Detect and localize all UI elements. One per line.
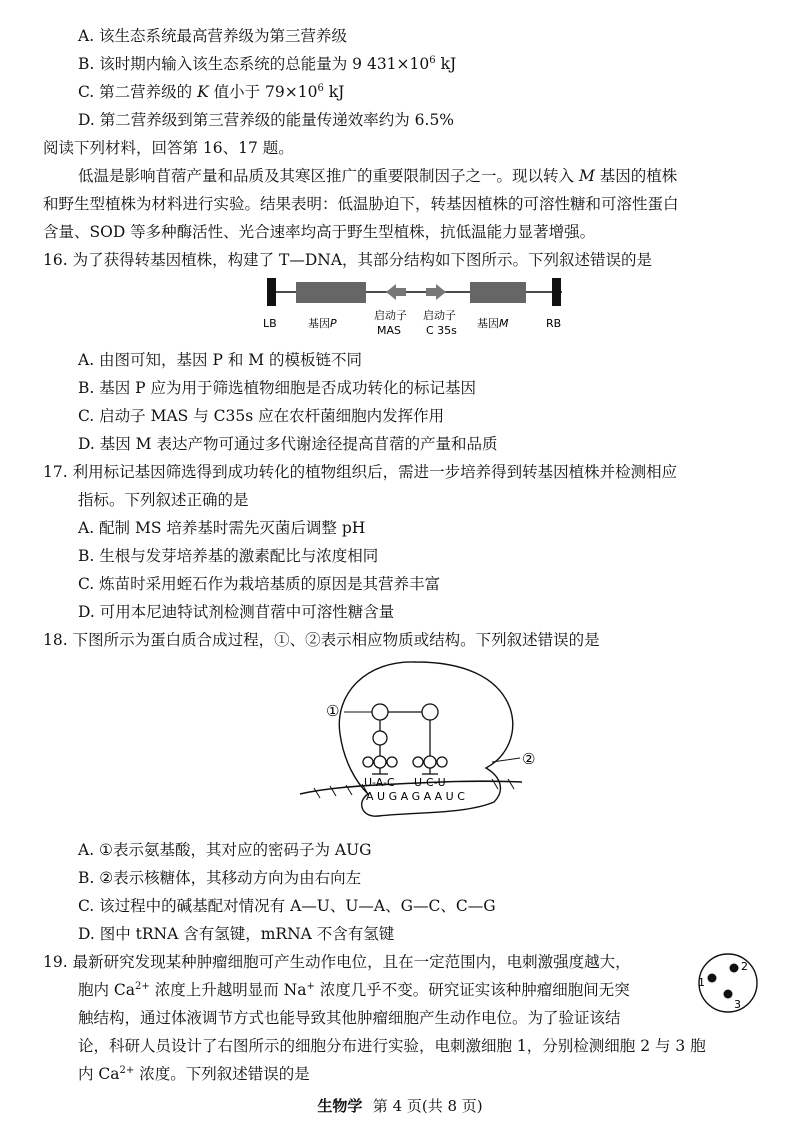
q19-line-2 [78,976,630,1004]
q18-stem: 18. 下图所示为蛋白质合成过程，①、②表示相应物质或结构。下列叙述错误的是 [43,631,600,649]
q19-line-2-end: 浓度几乎不变。研究证实该种肿瘤细胞间无突 [314,981,630,999]
gene-m-label-prefix: 基因 [477,317,499,330]
anticodon-1: U-A-C [364,776,395,789]
material-line-3: 含量、SOD 等多种酶活性、光合速率均高于野生型植株，抗低温能力显著增强。 [43,223,596,241]
q19-line-5-text: 内 Ca [78,1065,120,1083]
q17-stem-2: 指标。下列叙述正确的是 [78,491,249,509]
rb-border [552,278,561,306]
material-gene-m: M [578,167,595,185]
q18-option-c: C. 该过程中的碱基配对情况有 A—U、U—A、G—C、C—G [78,897,496,915]
q15-option-c [78,78,344,106]
q16-option-a: A. 由图可知，基因 P 和 M 的模板链不同 [78,351,363,369]
amino-acid-2 [373,731,387,745]
material-line-1-end: 基因的植株 [594,167,678,185]
trna-2 [413,720,447,774]
mas-label-2: MAS [377,324,401,337]
c35s-label-2: C 35s [426,324,457,337]
trna-1 [363,745,397,774]
cell-3-label: 3 [734,998,741,1011]
q18-option-a: A. ①表示氨基酸，其对应的密码子为 AUG [78,841,372,859]
q19-line-4: 论，科研人员设计了右图所示的细胞分布进行实验，电刺激细胞 1，分别检测细胞 2 与 3 胞 [78,1037,706,1055]
cell-2-label: 2 [741,960,748,973]
q16-option-d: D. 基因 M 表达产物可通过多代谢途径提高苜蓿的产量和品质 [78,435,498,453]
footer-page-number: 第 4 页(共 8 页) [372,1097,483,1115]
q15-option-b [78,50,456,78]
label-2: ② [522,750,536,768]
mas-label-1: 启动子 [374,309,407,322]
q15-option-c-k: K [197,83,209,101]
q15-option-b-sup: 6 [429,55,436,66]
q15-option-b-text: B. 该时期内输入该生态系统的总能量为 9 431×10 [78,55,430,73]
q16-option-c: C. 启动子 MAS 与 C35s 应在农杆菌细胞内发挥作用 [78,407,445,425]
page-footer [0,1092,800,1120]
q17-option-c: C. 炼苗时采用蛭石作为栽培基质的原因是其营养丰富 [78,575,441,593]
protein-synthesis-diagram [296,652,556,837]
q15-option-c-text: C. 第二营养级的 [78,83,198,101]
amino-acid-1 [372,704,388,720]
q17-stem-1: 17. 利用标记基因筛选得到成功转化的植物组织后，需进一步培养得到转基因植株并检测相应 [43,463,678,481]
promoter-mas-arrow [386,284,406,300]
q18-option-b: B. ②表示核糖体，其移动方向为由右向左 [78,869,362,887]
gene-m-box [470,282,526,303]
footer-subject: 生物学 [317,1097,363,1115]
q16-option-b: B. 基因 P 应为用于筛选植物细胞是否成功转化的标记基因 [78,379,477,397]
q15-option-d: D. 第二营养级到第三营养级的能量传递效率约为 6.5% [78,111,455,129]
cell-3 [724,990,733,999]
gene-p-label-prefix: 基因 [308,317,330,330]
cell-distribution-diagram [694,948,764,1018]
q19-na-sup: + [306,981,315,992]
q15-option-c-unit: kJ [323,83,345,101]
q15-option-a: A. 该生态系统最高营养级为第三营养级 [78,27,348,45]
cell-1 [708,974,717,983]
q19-ca-sup: 2+ [135,981,150,992]
q19-line-2-text: 胞内 Ca [78,981,136,999]
amino-acid-3 [422,704,438,720]
material-line-1-text: 低温是影响苜蓿产量和品质及其寒区推广的重要限制因子之一。现以转入 [78,167,579,185]
c35s-label-1: 启动子 [423,309,456,322]
q19-line-1: 19. 最新研究发现某种肿瘤细胞可产生动作电位，且在一定范围内，电刺激强度越大， [43,953,631,971]
material-line-2: 和野生型植株为材料进行实验。结果表明：低温胁迫下，转基因植株的可溶性糖和可溶性蛋白 [43,195,679,213]
t-dna-diagram [250,276,580,346]
material-line-1 [78,162,677,190]
rb-label: RB [546,317,562,330]
q19-line-2-mid: 浓度上升越明显而 Na [149,981,307,999]
q18-option-d: D. 图中 tRNA 含有氢键，mRNA 不含有氢键 [78,925,395,943]
q19-line-5 [78,1060,310,1088]
q19-line-5-end: 浓度。下列叙述错误的是 [134,1065,310,1083]
gene-p-label [308,316,337,330]
gene-p-box [296,282,366,303]
gene-m-label [477,316,509,330]
q19-line-5-sup: 2+ [119,1065,135,1076]
lb-border [267,278,276,306]
lb-label: LB [263,317,277,330]
q17-option-d: D. 可用本尼迪特试剂检测苜蓿中可溶性糖含量 [78,603,395,621]
anticodon-2: U-C-U [414,776,446,789]
q19-line-3: 触结构，通过体液调节方式也能导致其他肿瘤细胞产生动作电位。为了验证该结 [78,1009,621,1027]
q15-option-b-unit: kJ [435,55,457,73]
cell-2 [730,964,739,973]
culture-dish [699,954,757,1012]
q15-option-c-mid: 值小于 79×10 [208,83,318,101]
q17-option-a: A. 配制 MS 培养基时需先灭菌后调整 pH [78,519,366,537]
q16-stem: 16. 为了获得转基因植株，构建了 T—DNA，其部分结构如下图所示。下列叙述错误的是 [43,251,653,269]
gene-m-label-letter: M [499,317,509,330]
gene-p-label-letter: P [330,317,337,330]
promoter-c35s-arrow [426,284,446,300]
cell-1-label: 1 [698,976,705,989]
mrna-sequence: A U G A G A A U C [366,790,465,803]
q17-option-b: B. 生根与发芽培养基的激素配比与浓度相同 [78,547,379,565]
label-1: ① [326,702,340,720]
reading-intro: 阅读下列材料，回答第 16、17 题。 [43,139,294,157]
q15-option-c-sup: 6 [317,83,324,94]
